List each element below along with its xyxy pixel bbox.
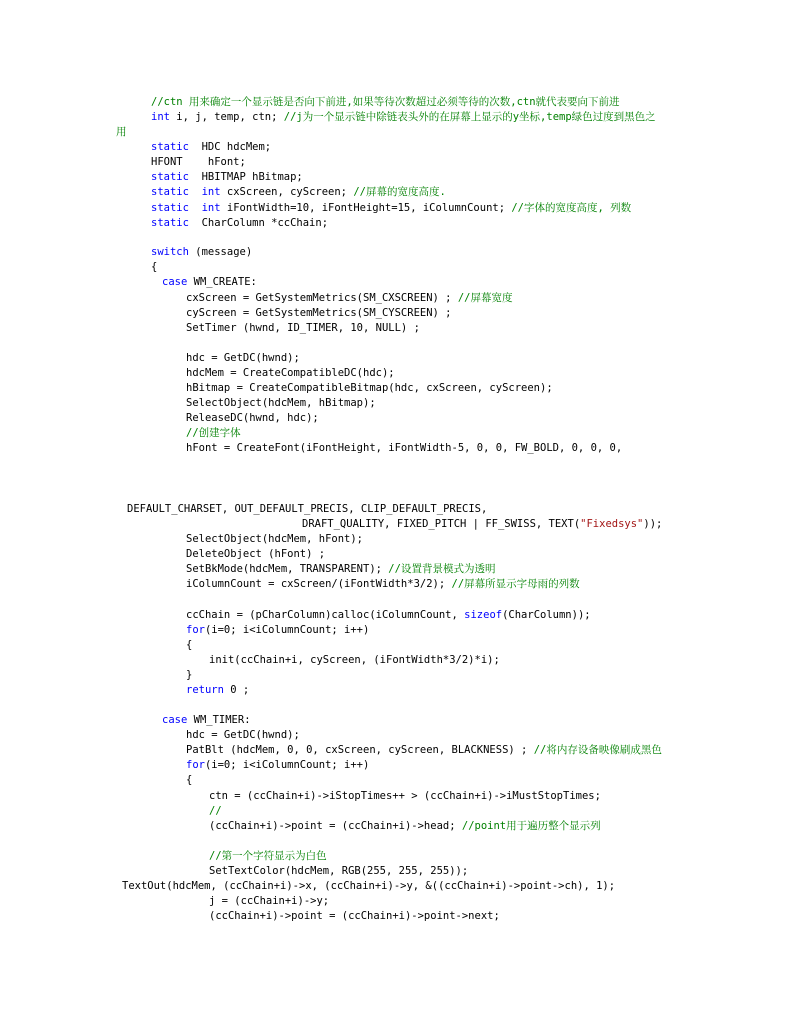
code-line [209, 653, 500, 667]
code-line [122, 879, 615, 893]
code-line [186, 743, 662, 757]
keyword-token: int [201, 186, 221, 198]
code-token: WM_CREATE: [187, 276, 257, 288]
code-token: cxScreen = GetSystemMetrics(SM_CXSCREEN) ; [186, 292, 458, 304]
keyword-token: int [151, 111, 170, 123]
code-token: HDC hdcMem; [188, 141, 272, 153]
code-line [186, 728, 300, 742]
code-line [186, 321, 420, 335]
comment-token: 用 [116, 126, 127, 138]
code-line [209, 819, 601, 833]
code-token: (ccChain+i)->point = (ccChain+i)->point->next; [209, 910, 500, 922]
code-line [186, 441, 622, 455]
code-line [151, 95, 620, 109]
code-line [186, 623, 369, 637]
code-line [186, 532, 363, 546]
code-token [189, 186, 202, 198]
code-token: { [186, 774, 193, 786]
code-token: ctn = (ccChain+i)->iStopTimes++ > (ccChain+i)->iMustStopTimes; [209, 790, 601, 802]
code-line [186, 638, 192, 652]
comment-token: //字体的宽度高度, 列数 [511, 202, 632, 214]
code-line [209, 804, 222, 818]
code-line [186, 291, 512, 305]
keyword-token: switch [151, 246, 189, 258]
code-line [151, 155, 246, 169]
code-line [151, 216, 328, 230]
code-token: )); [643, 518, 663, 530]
code-line [151, 170, 303, 184]
code-token: hBitmap = CreateCompatibleBitmap(hdc, cxScreen, cyScreen); [186, 382, 553, 394]
code-line [186, 608, 591, 622]
code-token: hdc = GetDC(hwnd); [186, 729, 300, 741]
code-token: SetBkMode(hdcMem, TRANSPARENT); [186, 563, 389, 575]
comment-token: //j为一个显示链中除链表头外的在屏幕上显示的y坐标,temp绿色过度到黑色之 [283, 111, 656, 123]
keyword-token: static [151, 141, 189, 153]
code-line [186, 411, 319, 425]
code-line [209, 849, 327, 863]
code-token: SelectObject(hdcMem, hBitmap); [186, 397, 376, 409]
code-token: DRAFT_QUALITY, FIXED_PITCH | FF_SWISS, TEXT( [302, 518, 581, 530]
code-token: HFONT hFont; [151, 156, 246, 168]
code-token: { [151, 261, 158, 273]
keyword-token: static [151, 217, 189, 229]
code-line [151, 260, 157, 274]
code-line [186, 366, 395, 380]
comment-token: //屏幕宽度 [457, 292, 513, 304]
code-line [186, 547, 325, 561]
code-token: { [186, 639, 193, 651]
code-line [162, 713, 251, 727]
code-line [186, 773, 192, 787]
comment-token: //ctn 用来确定一个显示链是否向下前进,如果等待次数超过必须等待的次数,ctn就代表要向下前进 [151, 96, 620, 108]
code-line [186, 683, 249, 697]
code-line [186, 306, 452, 320]
keyword-token: return [186, 684, 224, 696]
comment-token: //point用于遍历整个显示列 [461, 820, 601, 832]
code-line [116, 125, 127, 139]
keyword-token: static [151, 202, 189, 214]
keyword-token: static [151, 186, 189, 198]
code-token: CharColumn *ccChain; [188, 217, 329, 229]
code-token: ReleaseDC(hwnd, hdc); [186, 412, 319, 424]
code-token: (ccChain+i)->point = (ccChain+i)->head; [209, 820, 462, 832]
keyword-token: static [151, 171, 189, 183]
comment-token: //设置背景模式为透明 [388, 563, 496, 575]
code-token: (i=0; i<iColumnCount; i++) [204, 624, 370, 636]
comment-token: //创建字体 [186, 427, 241, 439]
code-line [209, 894, 329, 908]
code-token: PatBlt (hdcMem, 0, 0, cxScreen, cyScreen, BLACKNESS) ; [186, 744, 534, 756]
code-line [302, 517, 662, 531]
code-token: cxScreen, cyScreen; [220, 186, 354, 198]
code-token: 0 ; [223, 684, 250, 696]
code-line [127, 502, 487, 516]
code-line [151, 140, 271, 154]
code-line [151, 110, 656, 124]
code-token [189, 202, 202, 214]
code-token: hdc = GetDC(hwnd); [186, 352, 300, 364]
code-line [151, 201, 631, 215]
keyword-token: int [201, 202, 221, 214]
code-line [186, 351, 300, 365]
keyword-token: sizeof [464, 609, 503, 621]
code-line [186, 758, 369, 772]
comment-token: //将内存设备映像刷成黑色 [533, 744, 662, 756]
code-token: (CharColumn)); [502, 609, 591, 621]
code-token: WM_TIMER: [187, 714, 251, 726]
code-token: (i=0; i<iColumnCount; i++) [204, 759, 370, 771]
comment-token: //屏幕所显示字母雨的列数 [451, 578, 580, 590]
comment-token: //屏幕的宽度高度. [353, 186, 446, 198]
keyword-token: case [162, 714, 188, 726]
code-token: DeleteObject (hFont) ; [186, 548, 326, 560]
code-token: i, j, temp, ctn; [169, 111, 284, 123]
code-line [209, 864, 468, 878]
keyword-token: for [186, 759, 205, 771]
code-token: init(ccChain+i, cyScreen, (iFontWidth*3/2)*i); [209, 654, 500, 666]
code-token: hFont = CreateFont(iFontHeight, iFontWidth-5, 0, 0, FW_BOLD, 0, 0, 0, [186, 442, 623, 454]
code-token: hdcMem = CreateCompatibleDC(hdc); [186, 367, 395, 379]
code-token: HBITMAP hBitmap; [188, 171, 303, 183]
code-token: cyScreen = GetSystemMetrics(SM_CYSCREEN) ; [186, 307, 452, 319]
code-token: (message) [188, 246, 253, 258]
code-line [209, 909, 500, 923]
comment-token: // [209, 805, 222, 817]
code-line [209, 789, 601, 803]
code-line [151, 185, 446, 199]
code-token: j = (ccChain+i)->y; [209, 895, 330, 907]
code-line [162, 275, 257, 289]
code-token: } [186, 669, 193, 681]
code-token: ccChain = (pCharColumn)calloc(iColumnCount, [186, 609, 465, 621]
comment-token: //第一个字符显示为白色 [209, 850, 327, 862]
code-line [186, 577, 580, 591]
code-token: SelectObject(hdcMem, hFont); [186, 533, 364, 545]
code-token: TextOut(hdcMem, (ccChain+i)->x, (ccChain+i)->y, &((ccChain+i)->point->ch), 1); [122, 880, 616, 892]
code-token: DEFAULT_CHARSET, OUT_DEFAULT_PRECIS, CLIP_DEFAULT_PRECIS, [127, 503, 488, 515]
code-token: iFontWidth=10, iFontHeight=15, iColumnCount; [220, 202, 512, 214]
code-line [151, 245, 252, 259]
code-line [186, 396, 376, 410]
code-token: SetTextColor(hdcMem, RGB(255, 255, 255)); [209, 865, 469, 877]
string-token: "Fixedsys" [580, 518, 644, 530]
code-token: iColumnCount = cxScreen/(iFontWidth*3/2); [186, 578, 452, 590]
code-line [186, 562, 495, 576]
code-line [186, 426, 241, 440]
keyword-token: case [162, 276, 188, 288]
code-line [186, 668, 192, 682]
code-line [186, 381, 553, 395]
keyword-token: for [186, 624, 205, 636]
code-token: SetTimer (hwnd, ID_TIMER, 10, NULL) ; [186, 322, 420, 334]
